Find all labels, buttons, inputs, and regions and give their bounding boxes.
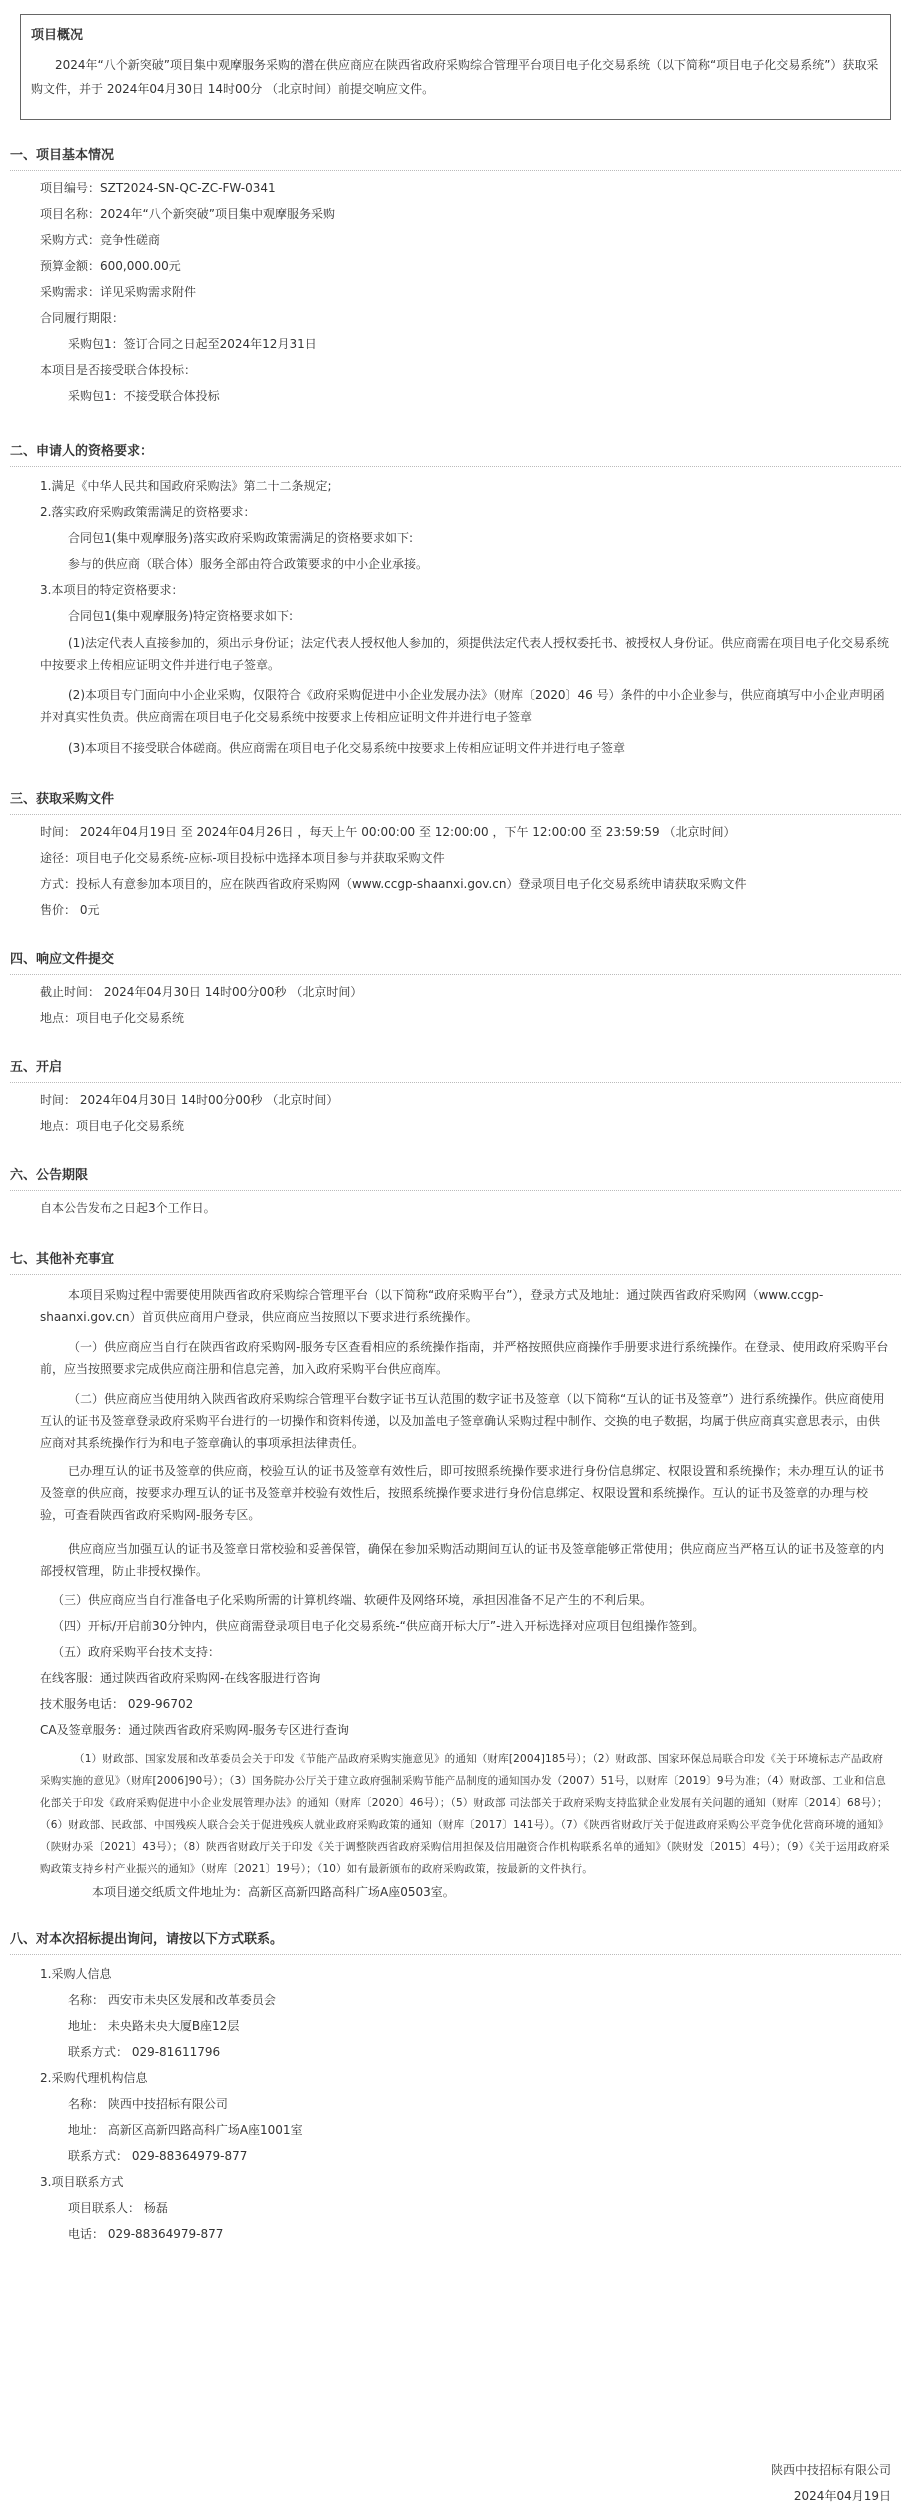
- section-opening: [0, 1058, 911, 1078]
- divider: [10, 466, 901, 467]
- submission-location: 地点：项目电子化交易系统: [40, 1011, 185, 1025]
- overview-text: 2024年“八个新突破”项目集中观摩服务采购的潜在供应商应在陕西省政府采购综合管理平台项目电子化交易系统（以下简称“项目电子化交易系统”）获取采购文件，并于 2024年04月30日 14时00分 （北京时间）前提交响应文件。: [31, 58, 879, 97]
- consortium-label: 本项目是否接受联合体投标：: [40, 363, 197, 377]
- qual-line-7: (3)本项目不接受联合体磋商。供应商需在项目电子化交易系统中按要求上传相应证明文件并进行电子签章: [68, 741, 626, 755]
- obtain-method: 方式：投标人有意参加本项目的，应在陕西省政府采购网（www.ccgp-shaanxi.gov.cn）登录项目电子化交易系统申请获取采购文件: [40, 877, 747, 891]
- section-other-matters: [0, 1250, 911, 1270]
- divider: [10, 170, 901, 171]
- project-contact-phone: 电话： 029-88364979-877: [68, 2227, 224, 2241]
- project-name: 项目名称：2024年“八个新突破”项目集中观摩服务采购: [40, 207, 335, 221]
- project-contact-person: 项目联系人： 杨磊: [68, 2201, 168, 2215]
- project-contact-heading: 3.项目联系方式: [40, 2175, 124, 2189]
- tech-service-phone: 技术服务电话： 029-96702: [40, 1697, 194, 1711]
- section-basic-info: [0, 146, 911, 166]
- ca-service: CA及签章服务：通过陕西省政府采购网-服务专区进行查询: [40, 1723, 349, 1737]
- consortium-value: 采购包1：不接受联合体投标: [68, 389, 220, 403]
- procurement-method: 采购方式：竞争性磋商: [40, 233, 161, 247]
- divider: [10, 1954, 901, 1955]
- purchaser-phone: 联系方式： 029-81611796: [68, 2045, 221, 2059]
- qual-line-6: 合同包1(集中观摩服务)特定资格要求如下:: [68, 609, 294, 623]
- paper-submission-address: 本项目递交纸质文件地址为：高新区高新四路高科广场A座0503室。: [92, 1885, 455, 1899]
- section-title: 一、项目基本情况: [10, 148, 115, 163]
- footer-company: 陕西中技招标有限公司: [770, 2463, 891, 2477]
- qual-line-3: 合同包1(集中观摩服务)落实政府采购政策需满足的资格要求如下:: [68, 531, 414, 545]
- contract-term-label: 合同履行期限：: [40, 311, 125, 325]
- other-line-5: （五）政府采购平台技术支持：: [52, 1645, 221, 1659]
- section-notice-period: [0, 1166, 911, 1186]
- online-service: 在线客服：通过陕西省政府采购网-在线客服进行咨询: [40, 1671, 321, 1685]
- budget: 预算金额：600,000.00元: [40, 259, 181, 273]
- purchaser-name: 名称： 西安市未央区发展和改革委员会: [68, 1993, 276, 2007]
- other-para-4: 已办理互认的证书及签章的供应商，校验互认的证书及签章有效性后，即可按照系统操作要求进行身份信息绑定、权限设置和系统操作；未办理互认的证书及签章的供应商，按要求办理互认的证书及签章并校验有效性后，按照系统操作要求进行身份信息绑定、权限设置和系统操作。互认的证书及签章的办理与校验，可查看陕西省政府采购网-服务专区。: [40, 1464, 885, 1522]
- qual-line-5: 3.本项目的特定资格要求：: [40, 583, 184, 597]
- obtain-price: 售价： 0元: [40, 903, 100, 917]
- section-submission: [0, 950, 911, 970]
- section-title: 五、开启: [10, 1060, 63, 1075]
- agency-name: 名称： 陕西中技招标有限公司: [68, 2097, 228, 2111]
- section-title: 四、响应文件提交: [10, 952, 115, 967]
- section-title: 六、公告期限: [10, 1168, 89, 1183]
- divider: [10, 974, 901, 975]
- overview-title: 项目概况: [31, 28, 84, 43]
- purchaser-heading: 1.采购人信息: [40, 1967, 112, 1981]
- divider: [10, 1274, 901, 1275]
- qual-line-2: 2.落实政府采购政策需满足的资格要求：: [40, 505, 256, 519]
- obtain-route: 途径：项目电子化交易系统-应标-项目投标中选择本项目参与并获取采购文件: [40, 851, 445, 865]
- qual-para-2: (2)本项目专门面向中小企业采购，仅限符合《政府采购促进中小企业发展办法》（财库〔2020〕46 号）条件的中小企业参与，供应商填写中小企业声明函并对真实性负责。供应商需在项目电子化交易系统中按要求上传相应证明文件并进行电子签章: [40, 688, 885, 724]
- qual-line-1: 1.满足《中华人民共和国政府采购法》第二十二条规定;: [40, 479, 332, 493]
- section-qualifications: [0, 442, 911, 462]
- opening-location: 地点：项目电子化交易系统: [40, 1119, 185, 1133]
- section-contacts: [0, 1930, 911, 1950]
- other-para-1: 本项目采购过程中需要使用陕西省政府采购综合管理平台（以下简称“政府采购平台”），登录方式及地址：通过陕西省政府采购网（www.ccgp-shaanxi.gov.cn）首页供应商用户登录，供应商应当按照以下要求进行系统操作。: [40, 1288, 824, 1324]
- purchaser-address: 地址： 未央路未央大厦B座12层: [68, 2019, 240, 2033]
- opening-time: 时间： 2024年04月30日 14时00分00秒 （北京时间）: [40, 1093, 339, 1107]
- other-line-3: （三）供应商应当自行准备电子化采购所需的计算机终端、软硬件及网络环境，承担因准备不足产生的不利后果。: [52, 1593, 653, 1607]
- section-title: 八、对本次招标提出询问，请按以下方式联系。: [10, 1932, 284, 1947]
- divider: [10, 1190, 901, 1191]
- qual-line-4: 参与的供应商（联合体）服务全部由符合政策要求的中小企业承接。: [68, 557, 429, 571]
- agency-heading: 2.采购代理机构信息: [40, 2071, 148, 2085]
- overview-box: [20, 14, 891, 120]
- policy-list: （1）财政部、国家发展和改革委员会关于印发《节能产品政府采购实施意见》的通知（财库[2004]185号）；（2）财政部、国家环保总局联合印发《关于环境标志产品政府采购实施的意见》（财库[2006]90号）；（3）国务院办公厅关于建立政府强制采购节能产品制度的通知国办发（2007）51号，以财库〔2019〕9号为准；（4）财政部、工业和信息化部关于印发《政府采购促进中小企业发展管理办法》的通知（财库〔2020〕46号）；（5）财政部 司法部关于政府采购支持监狱企业发展有关问题的通知（财库〔2014〕68号）；（6）财政部、民政部、中国残疾人联合会关于促进残疾人就业政府采购政策的通知（财库〔2017〕141号）。（7）《陕西省财政厅关于促进政府采购公平竞争优化营商环境的通知》（陕财办采〔2021〕43号）；（8）陕西省财政厅关于印发《关于调整陕西省政府采购信用担保及信用融资合作机构联系名单的通知》（陕财发〔2015〕4号）；（9）《关于运用政府采购政策支持乡村产业振兴的通知》（财库〔2021〕19号）；（10）如有最新颁布的政府采购政策，按最新的文件执行。: [40, 1753, 890, 1875]
- notice-period-text: 自本公告发布之日起3个工作日。: [40, 1201, 216, 1215]
- divider: [10, 814, 901, 815]
- other-para-2: （一）供应商应当自行在陕西省政府采购网-服务专区查看相应的系统操作指南，并严格按照供应商操作手册要求进行系统操作。在登录、使用政府采购平台前，应当按照要求完成供应商注册和信息完善，加入政府采购平台供应商库。: [40, 1340, 889, 1376]
- divider: [10, 1082, 901, 1083]
- requirements: 采购需求：详见采购需求附件: [40, 285, 197, 299]
- agency-address: 地址： 高新区高新四路高科广场A座1001室: [68, 2123, 303, 2137]
- obtain-time: 时间： 2024年04月19日 至 2024年04月26日 ，每天上午 00:00:00 至 12:00:00 ，下午 12:00:00 至 23:59:59 （北京时间）: [40, 825, 736, 839]
- other-para-3: （二）供应商应当使用纳入陕西省政府采购综合管理平台数字证书互认范围的数字证书及签章（以下简称“互认的证书及签章”）进行系统操作。供应商使用互认的证书及签章登录政府采购平台进行的一切操作和资料传递，以及加盖电子签章确认采购过程中制作、交换的电子数据，均属于供应商真实意思表示，由供应商对其系统操作行为和电子签章确认的事项承担法律责任。: [40, 1392, 885, 1450]
- project-number: 项目编号：SZT2024-SN-QC-ZC-FW-0341: [40, 181, 276, 195]
- contract-term-value: 采购包1：签订合同之日起至2024年12月31日: [68, 337, 317, 351]
- section-title: 三、获取采购文件: [10, 792, 115, 807]
- footer-date: 2024年04月19日: [793, 2489, 891, 2503]
- section-obtain-documents: [0, 790, 911, 810]
- section-title: 七、其他补充事宜: [10, 1252, 115, 1267]
- submission-deadline: 截止时间： 2024年04月30日 14时00分00秒 （北京时间）: [40, 985, 363, 999]
- other-line-4: （四）开标/开启前30分钟内，供应商需登录项目电子化交易系统-“供应商开标大厅”-进入开标选择对应项目包组操作签到。: [52, 1619, 705, 1633]
- qual-para-1: (1)法定代表人直接参加的，须出示身份证；法定代表人授权他人参加的，须提供法定代表人授权委托书、被授权人身份证。供应商需在项目电子化交易系统中按要求上传相应证明文件并进行电子签章。: [40, 636, 890, 672]
- agency-phone: 联系方式： 029-88364979-877: [68, 2149, 248, 2163]
- section-title: 二、申请人的资格要求：: [10, 444, 154, 459]
- other-para-5: 供应商应当加强互认的证书及签章日常校验和妥善保管，确保在参加采购活动期间互认的证书及签章能够正常使用；供应商应当严格互认的证书及签章的内部授权管理，防止非授权操作。: [40, 1542, 885, 1578]
